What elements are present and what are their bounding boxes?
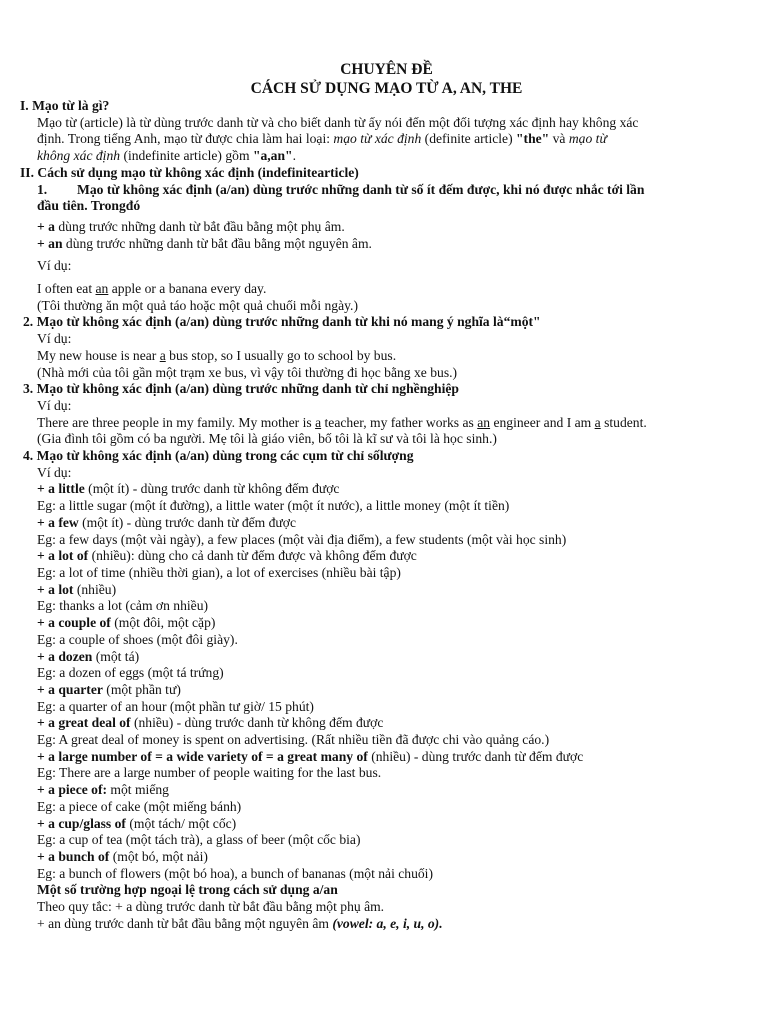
- term-indefinite-article-part: không xác định: [37, 148, 121, 164]
- section-1-heading: I. Mạo từ là gì?: [20, 98, 110, 113]
- section-2-heading: II. Cách sử dụng mạo từ không xác định (indefinitearticle): [20, 164, 359, 180]
- quantifier-term: [37, 715, 736, 732]
- subsection-1-heading-cont: đầu tiên. Trongđó: [37, 198, 141, 214]
- quantifier-phrase: + a quarter: [37, 681, 103, 697]
- quantifier-phrase: + a lot: [37, 581, 74, 597]
- rule-text: dùng trước những danh từ bắt đầu bằng một phụ âm.: [54, 218, 345, 234]
- quantifier-phrase: + a lot of: [37, 548, 89, 564]
- quantifier-phrase: + a large number of = a wide variety of = a great many of: [37, 748, 368, 764]
- exceptions-heading: Một số trường hợp ngoại lệ trong cách sử dụng a/an: [37, 882, 338, 898]
- underlined-article: a: [315, 414, 322, 430]
- quantifier-phrase: + a dozen: [37, 648, 93, 664]
- quantifier-phrase: + a couple of: [37, 615, 111, 631]
- subsection-2-heading: 2. Mạo từ không xác định (a/an) dùng trước những danh từ khi nó mang ý nghĩa là“một": [23, 314, 541, 330]
- quantifier-meaning: (một tách/ một cốc): [125, 815, 237, 831]
- quantifier-phrase: + a cup/glass of: [37, 815, 126, 831]
- underlined-article: a: [159, 347, 166, 363]
- quantifier-meaning: (một ít) - dùng trước danh từ đếm được: [78, 514, 297, 530]
- text-run: student.: [600, 414, 647, 430]
- subsection-number: 1.: [37, 181, 48, 197]
- quantifier-meaning: (nhiều): dùng cho cả danh từ đếm được và không đếm được: [88, 548, 417, 564]
- quantifier-example: Eg: a quarter of an hour (một phần tư giờ/ 15 phút): [37, 698, 314, 714]
- subsection-4-heading: 4. Mạo từ không xác định (a/an) dùng trong các cụm từ chỉ sốlượng: [23, 448, 414, 464]
- quantifier-term: [37, 615, 736, 632]
- quantifier-example: Eg: a little sugar (một ít đường), a little water (một ít nước), a little money (một ít tiền): [37, 498, 510, 514]
- text-run: + an dùng trước danh từ bắt đầu bằng một nguyên âm: [37, 915, 333, 931]
- text-run: định. Trong tiếng Anh, mạo từ được chia làm hai loại:: [37, 131, 334, 147]
- quantifier-example: Eg: a couple of shoes (một đôi giày).: [37, 631, 238, 647]
- section-1-paragraph-line3: [37, 148, 736, 165]
- quantifier-term: [37, 749, 736, 766]
- underlined-article: a: [594, 414, 601, 430]
- quantifier-term: [37, 849, 736, 866]
- term-definite-article: mạo từ xác định: [333, 131, 422, 147]
- quantifier-term: [37, 682, 736, 699]
- quantifier-phrase: + a little: [37, 481, 85, 497]
- subsection-1-heading: [37, 182, 736, 199]
- quantifier-term: [37, 649, 736, 666]
- quantifier-example: Eg: a cup of tea (một tách trà), a glass of beer (một cốc bia): [37, 832, 361, 848]
- quantifier-meaning: (một phần tư): [102, 681, 181, 697]
- rule-a: [37, 219, 736, 236]
- exceptions-rule-2: [37, 916, 736, 933]
- text-run: teacher, my father works as: [321, 414, 478, 430]
- quantifier-phrase: + a piece of:: [37, 782, 108, 798]
- quantifier-meaning: (nhiều): [73, 581, 117, 597]
- text-run: (definite article): [421, 131, 516, 147]
- rule-an: [37, 236, 736, 253]
- quantifier-term: [37, 548, 736, 565]
- quantifier-example: Eg: a piece of cake (một miếng bánh): [37, 798, 242, 814]
- example-label: Ví dụ:: [37, 331, 72, 347]
- quantifier-meaning: (nhiều) - dùng trước danh từ đếm được: [367, 748, 584, 764]
- example-3-sentence: [37, 415, 736, 432]
- quantifier-example: Eg: a dozen of eggs (một tá trứng): [37, 665, 224, 681]
- quantifier-meaning: (nhiều) - dùng trước danh từ không đếm được: [130, 715, 384, 731]
- quantifier-term: [37, 515, 736, 532]
- vowel-list: (vowel: a, e, i, u, o).: [332, 915, 443, 931]
- rule-term: + a: [37, 218, 55, 234]
- subsection-text: Mạo từ không xác định (a/an) dùng trước những danh từ số ít đếm được, khi nó được nhắc tới lần: [77, 181, 645, 197]
- quantifier-example: Eg: A great deal of money is spent on advertising. (Rất nhiều tiền đã được chi vào quảng cáo.): [37, 732, 550, 748]
- quantifier-example: Eg: a lot of time (nhiều thời gian), a lot of exercises (nhiều bài tập): [37, 564, 401, 580]
- quantifier-example: Eg: a few days (một vài ngày), a few places (một vài địa điểm), a few students (một vài học sinh): [37, 531, 567, 547]
- quantifier-meaning: (một bó, một nải): [109, 848, 208, 864]
- quantifier-list: [37, 481, 736, 882]
- quantifier-example: Eg: thanks a lot (cảm ơn nhiều): [37, 598, 209, 614]
- rule-text: dùng trước những danh từ bắt đầu bằng một nguyên âm.: [62, 235, 372, 251]
- underlined-article: an: [477, 414, 491, 430]
- underlined-article: an: [95, 281, 109, 297]
- quantifier-term: [37, 782, 736, 799]
- example-2-sentence: [37, 348, 736, 365]
- quantifier-term: [37, 816, 736, 833]
- text-run: .: [292, 148, 296, 164]
- term-indefinite-article-part: mạo từ: [568, 131, 607, 147]
- quantifier-meaning: (một ít) - dùng trước danh từ không đếm được: [84, 481, 340, 497]
- text-run: I often eat: [37, 281, 96, 297]
- text-run: (indefinite article) gồm: [120, 148, 253, 164]
- text-run: engineer and I am: [490, 414, 595, 430]
- rule-term: + an: [37, 235, 63, 251]
- text-run: There are three people in my family. My mother is: [37, 414, 316, 430]
- section-1-paragraph-line1: Mạo từ (article) là từ dùng trước danh từ và cho biết danh từ ấy nói đến một đối tượng xác định hay không xác: [37, 114, 639, 130]
- text-run: và: [549, 131, 569, 147]
- quantifier-meaning: một miếng: [107, 782, 169, 798]
- quantifier-phrase: + a bunch of: [37, 848, 110, 864]
- quantifier-meaning: (một tá): [92, 648, 140, 664]
- example-1-sentence: [37, 281, 736, 298]
- document-title-line1: CHUYÊN ĐỀ: [340, 61, 433, 78]
- example-3-translation: (Gia đình tôi gồm có ba người. Mẹ tôi là giáo viên, bố tôi là kĩ sư và tôi là học sinh.): [37, 431, 497, 447]
- quantifier-example: Eg: There are a large number of people waiting for the last bus.: [37, 765, 382, 781]
- example-label: Ví dụ:: [37, 397, 72, 413]
- exceptions-rule-1: Theo quy tắc: + a dùng trước danh từ bắt đầu bằng một phụ âm.: [37, 899, 385, 915]
- term-the: "the": [516, 131, 550, 147]
- example-2-translation: (Nhà mới của tôi gần một trạm xe bus, vì vậy tôi thường đi học bằng xe bus.): [37, 364, 458, 380]
- quantifier-example: Eg: a bunch of flowers (một bó hoa), a bunch of bananas (một nải chuối): [37, 865, 433, 881]
- example-label: Ví dụ:: [37, 258, 72, 274]
- example-label: Ví dụ:: [37, 464, 72, 480]
- term-a-an: "a,an": [252, 148, 293, 164]
- text-run: apple or a banana every day.: [108, 281, 267, 297]
- text-run: bus stop, so I usually go to school by bus.: [165, 347, 397, 363]
- quantifier-term: [37, 481, 736, 498]
- quantifier-meaning: (một đôi, một cặp): [110, 615, 216, 631]
- quantifier-phrase: + a great deal of: [37, 715, 131, 731]
- quantifier-term: [37, 582, 736, 599]
- subsection-3-heading: 3. Mạo từ không xác định (a/an) dùng trước những danh từ chỉ nghềnghiệp: [23, 381, 459, 397]
- quantifier-phrase: + a few: [37, 514, 79, 530]
- document-title-line2: CÁCH SỬ DỤNG MẠO TỪ A, AN, THE: [250, 80, 523, 97]
- example-1-translation: (Tôi thường ăn một quả táo hoặc một quả chuối mỗi ngày.): [37, 297, 358, 313]
- text-run: My new house is near: [37, 347, 160, 363]
- section-1-paragraph-line2: [37, 131, 736, 148]
